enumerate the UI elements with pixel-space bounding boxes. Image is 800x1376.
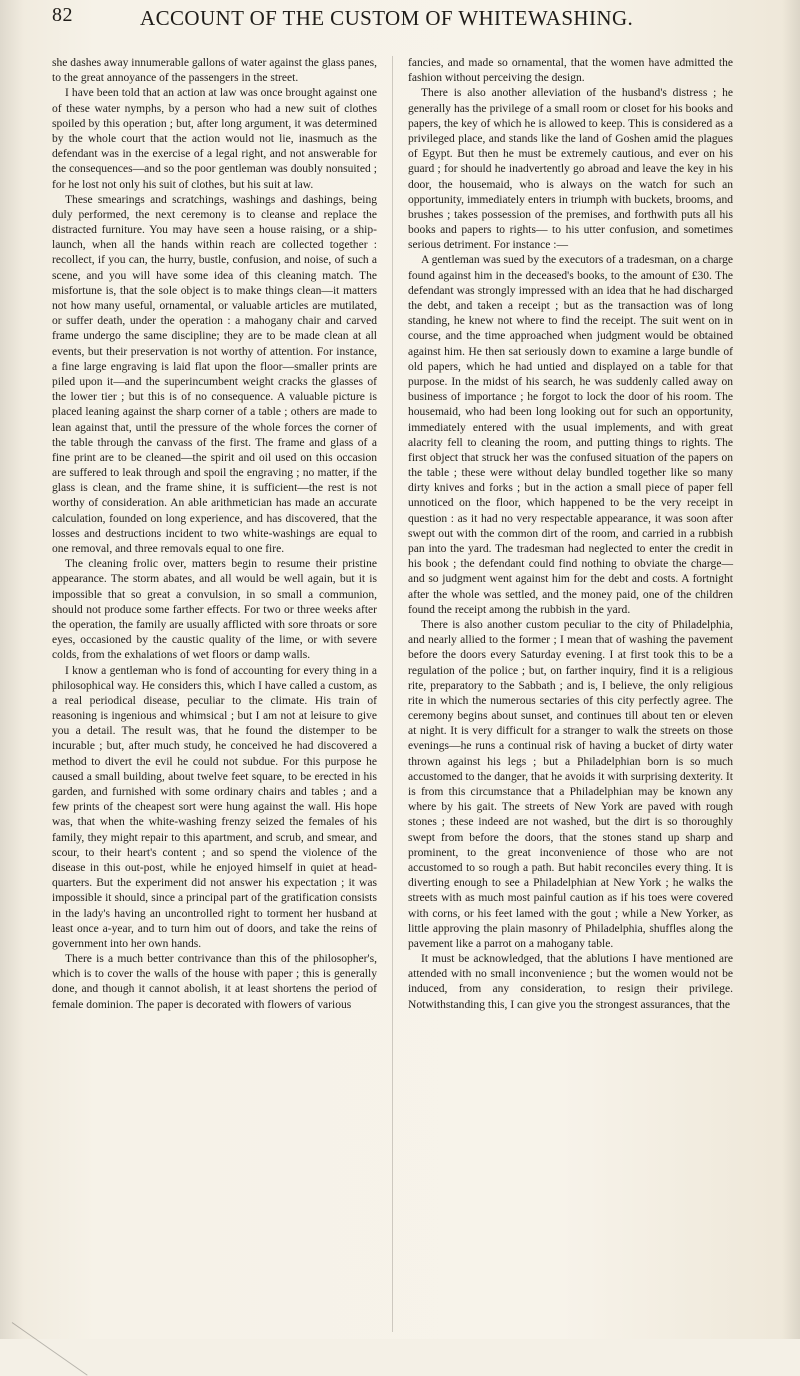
paragraph: It must be acknowledged, that the ablutions I have mentioned are attended with no small inconvenience ; but the women would not be induced, from any consideration, to resign their privilege. Notwithstanding this, I can give you the strongest assurances, that the: [408, 953, 733, 1011]
paragraph: I have been told that an action at law was once brought against one of these water nymphs, by a person who had a new suit of clothes spoiled by this operation ; but, after long argument, it was determined by the whole court that the action would not lie, inasmuch as the defendant was in the exercise of a legal right, and not answerable for the consequences—and so the poor gentleman was doubly nonsuited ; for he lost not only his suit of clothes, but his suit at law.: [52, 87, 377, 191]
paragraph: These smearings and scratchings, washings and dashings, being duly performed, the next ceremony is to cleanse and replace the distracted furniture. You may have seen a house raising, or a ship-launch, when all the hands within reach are collected together : recollect, if you can, the hurry, bustle, confusion, and noise, of such a scene, and you will have some idea of this cleaning match. The misfortune is, that the sole object is to make things clean—it matters not how many useful, ornamental, or valuable articles are mutilated, or suffer death, under the operation : a mahogany chair and carved frame undergo the same discipline; they are to be made clean at all events, but their preservation is not worthy of attention. For instance, a fine large engraving is laid flat upon the floor—smaller prints are piled upon it—and the superincumbent weight cracks the glasses of the lower tier ; but this is of no consequence. A valuable picture is placed leaning against the sharp corner of a table ; others are made to lean against that, until the pressure of the whole forces the corner of the table through the canvass of the first. The frame and glass of a fine print are to be cleaned—the spirit and oil used on this occasion are suffered to leak through and spoil the engraving ; no matter, if the glass is clean, and the frame shine, it is sufficient—the rest is not worthy of consideration. An able arithmetician has made an accurate calculation, founded on long experience, and has discovered, that the losses and destructions incident to two white-washings are equal to one removal, and three removals equal to one fire.: [52, 193, 377, 555]
page-number: 82: [52, 4, 73, 26]
paragraph: The cleaning frolic over, matters begin to resume their pristine appearance. The storm abates, and all would be well again, but it is impossible that so great a convulsion, in so small a communion, should not produce some farther effects. For two or three weeks after the operation, the family are usually afflicted with sore throats or sore eyes, occasioned by the caustic quality of the lime, or with severe colds, from the exhalations of wet floors or damp walls.: [52, 558, 377, 662]
paragraph: There is a much better contrivance than this of the philosopher's, which is to cover the walls of the house with paper ; this is generally done, and though it cannot abolish, it at least shortens the period of female dominion. The paper is decorated with flowers of various: [52, 953, 377, 1011]
paragraph: There is also another alleviation of the husband's distress ; he generally has the privilege of a small room or closet for his books and papers, the key of which he is allowed to keep. This is considered as a privileged place, and stands like the land of Goshen amid the plagues of Egypt. But then he must be extremely cautious, and ever on his guard ; for should he inadvertently go abroad and leave the key in his door, the housemaid, who is always on the watch for such an opportunity, immediately enters in triumph with buckets, brooms, and brushes ; takes possession of the premises, and forthwith puts all his books and papers to rights— to his utter confusion, and sometimes serious detriment. For instance :—: [408, 87, 733, 252]
paragraph: There is also another custom peculiar to the city of Philadelphia, and nearly allied to the former ; I mean that of washing the pavement before the doors every Saturday evening. I at first took this to be a regulation of the police ; but, on farther inquiry, find it is a religious rite, preparatory to the Sabbath ; and is, I believe, the only religious rite in which the numerous sectaries of this city perfectly agree. The ceremony begins about sunset, and continues till about ten or eleven at night. It is very difficult for a stranger to walk the streets on those evenings—he runs a continual risk of having a bucket of dirty water thrown against his legs ; but a Philadelphian born is so much accustomed to the danger, that he avoids it with surprising dexterity. It is from this circumstance that a Philadelphian may be known any where by his gait. The streets of New York are paved with rough stones ; these indeed are not washed, but the dirt is so thoroughly swept from before the doors, that the stones stand up sharp and prominent, to the great inconvenience of those who are not accustomed to so rough a path. But habit reconciles every thing. It is diverting enough to see a Philadelphian at New York ; he walks the streets with as much most painful caution as if his toes were covered with corns, or his feet lamed with the gout ; while a New Yorker, as little approving the plain masonry of Philadelphia, shuffles along the pavement like a parrot on a mahogany table.: [408, 618, 733, 950]
column-divider: [392, 56, 393, 1332]
paragraph: fancies, and made so ornamental, that the women have admitted the fashion without perceiving the design.: [408, 57, 733, 85]
page-header: [52, 4, 752, 34]
page-corner-mark: [12, 1322, 88, 1376]
page-shadow-right: [782, 0, 800, 1339]
paragraph: she dashes away innumerable gallons of water against the glass panes, to the great annoyance of the passengers in the street.: [52, 57, 377, 85]
running-head: ACCOUNT OF THE CUSTOM OF WHITEWASHING.: [140, 6, 634, 30]
left-text-column: [52, 56, 377, 1013]
page-shadow-left: [0, 0, 24, 1339]
right-text-column: [408, 56, 733, 1013]
paragraph: I know a gentleman who is fond of accounting for every thing in a philosophical way. He considers this, which I have called a custom, as a real periodical disease, peculiar to the climate. His train of reasoning is ingenious and whimsical ; but I am not at leisure to give you a detail. The result was, that he found the distemper to be incurable ; but, after much study, he conceived he had discovered a method to divert the evil he could not subdue. For this purpose he caused a small building, about twelve feet square, to be erected in his garden, and furnished with some ordinary chairs and tables ; and a few prints of the cheapest sort were hung against the wall. His hope was, that when the white-washing frenzy seized the females of his family, they might repair to this apartment, and scrub, and smear, and scour, to their heart's content ; and so spend the violence of the disease in this out-post, while he enjoyed himself in quiet at head-quarters. But the experiment did not answer his expectation ; it was impossible it should, since a principal part of the gratification consists in the lady's having an uncontrolled right to torment her husband at least once a-year, and to turn him out of doors, and take the reins of government into her own hands.: [52, 664, 377, 950]
paragraph: A gentleman was sued by the executors of a tradesman, on a charge found against him in the deceased's books, to the amount of £30. The defendant was strongly impressed with an idea that he had discharged the debt, and taken a receipt ; but as the transaction was of long standing, he knew not where to find the receipt. The suit went on in course, and the time approached when judgment would be obtained against him. He then sat seriously down to examine a large bundle of old papers, which he had untied and displayed on a table for that purpose. In the midst of his search, he was suddenly called away on business of importance ; he forgot to lock the door of his room. The housemaid, who had been long looking out for such an opportunity, immediately entered with the usual implements, and with great alacrity fell to cleaning the room, and putting things to rights. The first object that struck her was the confused situation of the papers on the table ; these were without delay bundled together like so many dirty knives and forks ; but in the action a small piece of paper fell unnoticed on the floor, which happened to be the very receipt in question : as it had no very respectable appearance, it was soon after swept out with the common dirt of the room, and carried in a rubbish pan into the yard. The tradesman had neglected to enter the credit in his book ; the defendant could find nothing to obviate the charge—and so judgment went against him for the debt and costs. A fortnight after the whole was settled, and the money paid, one of the children found the receipt among the rubbish in the yard.: [408, 254, 733, 616]
